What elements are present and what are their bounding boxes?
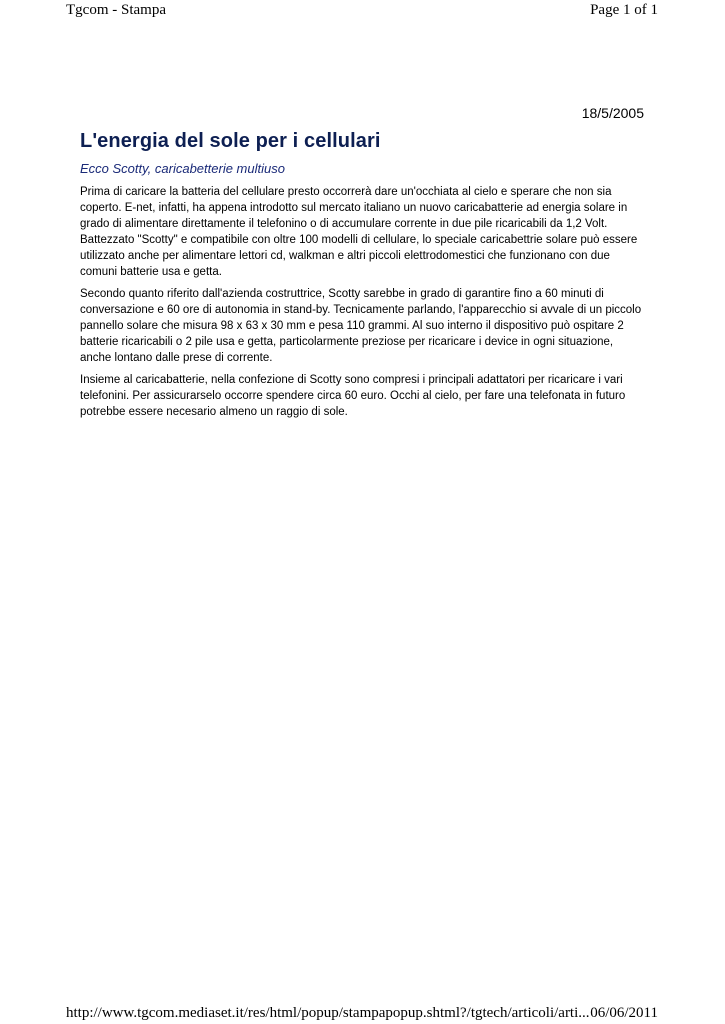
article-paragraph-1: Prima di caricare la batteria del cellulare presto occorrerà dare un'occhiata al cielo e sperare che non sia coperto. E-net, infatti, ha appena introdotto sul mercato italiano un nuovo caricabatterie ad energia solare in grado di alimentare direttamente il telefonino o di accumulare corrente in due pile ricaricabili da 1,2 Volt. Battezzato "Scotty" e compatibile con oltre 100 modelli di cellulare, lo speciale caricabettrie solare può essere utilizzato anche per alimentare lettori cd, walkman e altri piccoli elettrodomestici che funzionano con due comuni batterie usa e getta. (80, 186, 638, 278)
print-footer-date: 06/06/2011 (590, 1005, 658, 1021)
article-date: 18/5/2005 (581, 105, 644, 121)
print-header-page-number: Page 1 of 1 (590, 2, 658, 18)
article-title: L'energia del sole per i cellulari (80, 130, 381, 152)
print-footer-url: http://www.tgcom.mediaset.it/res/html/popup/stampapopup.shtml?/tgtech/articoli/arti... (66, 1005, 590, 1021)
article-paragraph-2: Secondo quanto riferito dall'azienda costruttrice, Scotty sarebbe in grado di garantire fino a 60 minuti di conversazione e 60 ore di autonomia in stand-by. Tecnicamente parlando, l'apparecchio si avvale di un piccolo pannello solare che misura 98 x 63 x 30 mm e pesa 110 grammi. Al suo interno il dispositivo può ospitare 2 batterie ricaricabili o 2 pile usa e getta, particolarmente preziose per ricaricare i device in ogni situazione, anche lontano dalle prese di corrente. (80, 288, 642, 364)
article-paragraph-3: Insieme al caricabatterie, nella confezione di Scotty sono compresi i principali adattatori per ricaricare i vari telefonini. Per assicurarselo occorre spendere circa 60 euro. Occhi al cielo, per fare una telefonata in futuro potrebbe essere necesario almeno un raggio di sole. (80, 374, 626, 418)
print-header-title: Tgcom - Stampa (66, 2, 166, 18)
article (80, 104, 644, 420)
article-subtitle: Ecco Scotty, caricabetterie multiuso (80, 161, 285, 176)
